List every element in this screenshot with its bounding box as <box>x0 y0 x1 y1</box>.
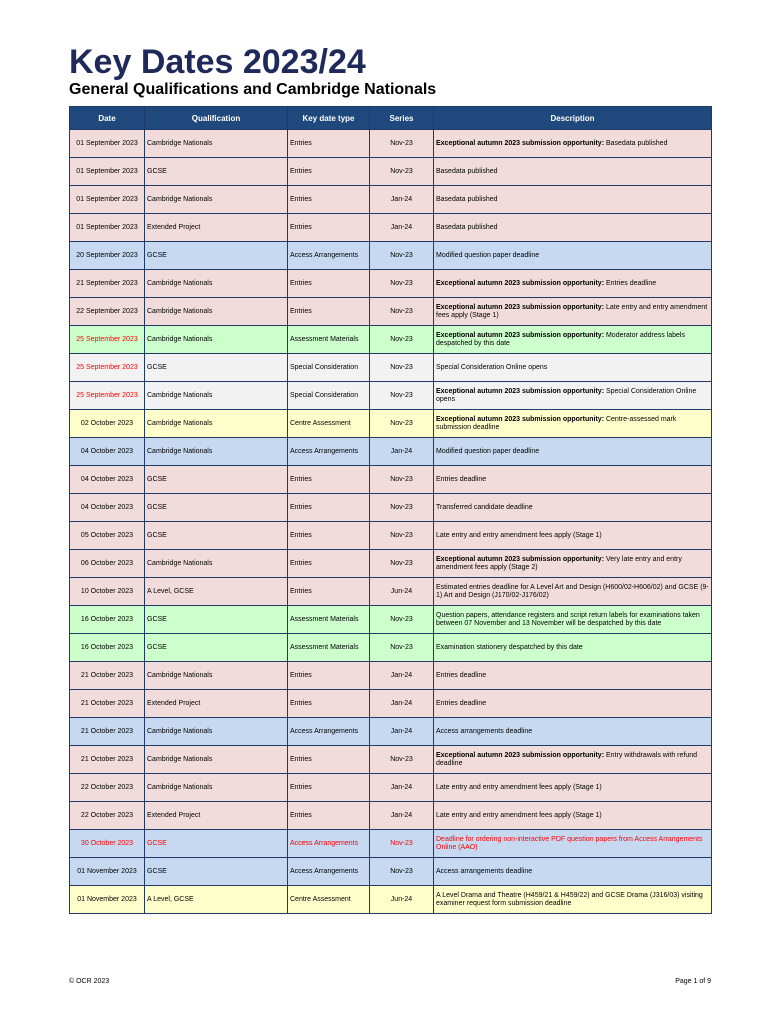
table-row <box>70 438 712 466</box>
description-text: Basedata published <box>436 167 498 175</box>
table-row <box>70 606 712 634</box>
description-cell <box>434 410 712 438</box>
description-text: Entry withdrawals with refund deadline <box>436 751 698 767</box>
table-row <box>70 158 712 186</box>
date-cell: 25 September 2023 <box>70 354 145 382</box>
series-cell: Jun-24 <box>370 578 434 606</box>
type-cell: Entries <box>288 578 370 606</box>
series-cell: Nov-23 <box>370 550 434 578</box>
description-text: Moderator address labels despatched by this date <box>436 331 685 347</box>
description-cell <box>434 746 712 774</box>
date-cell: 16 October 2023 <box>70 634 145 662</box>
series-cell: Nov-23 <box>370 298 434 326</box>
qualification-cell: Extended Project <box>145 214 288 242</box>
description-text: Late entry and entry amendment fees apply (Stage 1) <box>436 531 602 539</box>
date-cell: 01 September 2023 <box>70 186 145 214</box>
table-row <box>70 774 712 802</box>
date-cell: 01 November 2023 <box>70 858 145 886</box>
type-cell: Entries <box>288 270 370 298</box>
series-cell: Jan-24 <box>370 438 434 466</box>
qualification-cell: Cambridge Nationals <box>145 186 288 214</box>
qualification-cell: Extended Project <box>145 690 288 718</box>
description-cell <box>434 858 712 886</box>
qualification-cell: Cambridge Nationals <box>145 298 288 326</box>
qualification-cell: GCSE <box>145 158 288 186</box>
description-text: Estimated entries deadline for A Level Art and Design (H600/02-H606/02) and GCSE (9-1) Art and Design (J170/02-J176/02) <box>436 583 709 599</box>
description-text: A Level Drama and Theatre (H459/21 & H459/22) and GCSE Drama (J316/03) visiting examiner request form submission deadline <box>436 891 703 907</box>
table-row <box>70 466 712 494</box>
type-cell: Entries <box>288 802 370 830</box>
description-text: Transferred candidate deadline <box>436 503 533 511</box>
description-cell <box>434 438 712 466</box>
qualification-cell: Cambridge Nationals <box>145 662 288 690</box>
series-cell: Nov-23 <box>370 326 434 354</box>
description-cell <box>434 774 712 802</box>
table-row <box>70 662 712 690</box>
date-cell: 04 October 2023 <box>70 494 145 522</box>
qualification-cell: Extended Project <box>145 802 288 830</box>
date-cell: 25 September 2023 <box>70 382 145 410</box>
series-cell: Jan-24 <box>370 662 434 690</box>
table-row <box>70 354 712 382</box>
qualification-cell: GCSE <box>145 354 288 382</box>
qualification-cell: GCSE <box>145 466 288 494</box>
type-cell: Entries <box>288 774 370 802</box>
series-cell: Nov-23 <box>370 130 434 158</box>
type-cell: Centre Assessment <box>288 886 370 914</box>
description-cell <box>434 886 712 914</box>
table-row <box>70 578 712 606</box>
description-text: Special Consideration Online opens <box>436 387 697 403</box>
series-cell: Nov-23 <box>370 158 434 186</box>
description-bold: Exceptional autumn 2023 submission opportunity: <box>436 415 605 423</box>
series-cell: Nov-23 <box>370 746 434 774</box>
type-cell: Entries <box>288 130 370 158</box>
date-cell: 01 September 2023 <box>70 158 145 186</box>
description-text: Modified question paper deadline <box>436 251 540 259</box>
table-row <box>70 130 712 158</box>
type-cell: Centre Assessment <box>288 410 370 438</box>
series-cell: Nov-23 <box>370 522 434 550</box>
description-text: Late entry and entry amendment fees apply (Stage 1) <box>436 783 602 791</box>
page-title: Key Dates 2023/24 <box>69 43 366 81</box>
date-cell: 04 October 2023 <box>70 466 145 494</box>
description-bold: Exceptional autumn 2023 submission opportunity: <box>436 387 605 395</box>
description-cell <box>434 158 712 186</box>
type-cell: Entries <box>288 186 370 214</box>
description-cell <box>434 270 712 298</box>
table-row <box>70 270 712 298</box>
description-text: Centre-assessed mark submission deadline <box>436 415 677 431</box>
qualification-cell: Cambridge Nationals <box>145 746 288 774</box>
table-row <box>70 410 712 438</box>
date-cell: 01 November 2023 <box>70 886 145 914</box>
series-cell: Jun-24 <box>370 886 434 914</box>
series-cell: Jan-24 <box>370 214 434 242</box>
description-bold: Exceptional autumn 2023 submission opportunity: <box>436 751 605 759</box>
description-text: Access arrangements deadline <box>436 727 533 735</box>
description-cell <box>434 130 712 158</box>
table-row <box>70 326 712 354</box>
series-cell: Jan-24 <box>370 774 434 802</box>
column-header-description: Description <box>434 107 712 130</box>
qualification-cell: Cambridge Nationals <box>145 382 288 410</box>
description-text: Late entry and entry amendment fees apply (Stage 1) <box>436 811 602 819</box>
qualification-cell: GCSE <box>145 830 288 858</box>
table-row <box>70 830 712 858</box>
description-text: Basedata published <box>436 195 498 203</box>
description-text: Entries deadline <box>436 475 487 483</box>
date-cell: 16 October 2023 <box>70 606 145 634</box>
type-cell: Special Consideration <box>288 382 370 410</box>
table-row <box>70 382 712 410</box>
table-row <box>70 634 712 662</box>
description-text: Entries deadline <box>436 699 487 707</box>
description-bold: Exceptional autumn 2023 submission opportunity: <box>436 331 605 339</box>
table-row <box>70 522 712 550</box>
qualification-cell: Cambridge Nationals <box>145 326 288 354</box>
description-text: Access arrangements deadline <box>436 867 533 875</box>
column-header-key-date-type: Key date type <box>288 107 370 130</box>
description-cell <box>434 690 712 718</box>
copyright-notice: © OCR 2023 <box>69 978 110 985</box>
series-cell: Nov-23 <box>370 494 434 522</box>
description-text: Special Consideration Online opens <box>436 363 548 371</box>
table-row <box>70 242 712 270</box>
table-row <box>70 298 712 326</box>
qualification-cell: Cambridge Nationals <box>145 550 288 578</box>
qualification-cell: GCSE <box>145 858 288 886</box>
description-cell <box>434 466 712 494</box>
type-cell: Entries <box>288 522 370 550</box>
description-text: Examination stationery despatched by this date <box>436 643 583 651</box>
description-cell <box>434 186 712 214</box>
series-cell: Nov-23 <box>370 410 434 438</box>
date-cell: 05 October 2023 <box>70 522 145 550</box>
qualification-cell: GCSE <box>145 522 288 550</box>
date-cell: 01 September 2023 <box>70 214 145 242</box>
table-row <box>70 718 712 746</box>
description-text: Deadline for ordering non-interactive PDF question papers from Access Arrangements Online (AAO) <box>436 835 703 851</box>
description-cell <box>434 382 712 410</box>
qualification-cell: GCSE <box>145 242 288 270</box>
qualification-cell: Cambridge Nationals <box>145 410 288 438</box>
description-cell <box>434 662 712 690</box>
series-cell: Nov-23 <box>370 270 434 298</box>
date-cell: 04 October 2023 <box>70 438 145 466</box>
table-row <box>70 746 712 774</box>
column-header-series: Series <box>370 107 434 130</box>
type-cell: Access Arrangements <box>288 718 370 746</box>
type-cell: Entries <box>288 690 370 718</box>
type-cell: Entries <box>288 466 370 494</box>
description-text: Basedata published <box>436 223 498 231</box>
date-cell: 21 October 2023 <box>70 662 145 690</box>
series-cell: Nov-23 <box>370 634 434 662</box>
qualification-cell: A Level, GCSE <box>145 886 288 914</box>
series-cell: Nov-23 <box>370 830 434 858</box>
table-row <box>70 550 712 578</box>
qualification-cell: Cambridge Nationals <box>145 130 288 158</box>
series-cell: Nov-23 <box>370 242 434 270</box>
type-cell: Access Arrangements <box>288 438 370 466</box>
qualification-cell: Cambridge Nationals <box>145 774 288 802</box>
table-row <box>70 886 712 914</box>
series-cell: Nov-23 <box>370 466 434 494</box>
description-cell <box>434 718 712 746</box>
series-cell: Nov-23 <box>370 354 434 382</box>
table-row <box>70 214 712 242</box>
date-cell: 21 September 2023 <box>70 270 145 298</box>
date-cell: 22 October 2023 <box>70 774 145 802</box>
description-cell <box>434 578 712 606</box>
series-cell: Jan-24 <box>370 186 434 214</box>
date-cell: 21 October 2023 <box>70 746 145 774</box>
type-cell: Assessment Materials <box>288 326 370 354</box>
description-cell <box>434 634 712 662</box>
date-cell: 01 September 2023 <box>70 130 145 158</box>
description-cell <box>434 606 712 634</box>
table-row <box>70 802 712 830</box>
description-text: Entries deadline <box>604 279 657 287</box>
description-cell <box>434 830 712 858</box>
type-cell: Special Consideration <box>288 354 370 382</box>
description-bold: Exceptional autumn 2023 submission opportunity: <box>436 139 605 147</box>
description-cell <box>434 298 712 326</box>
table-row <box>70 690 712 718</box>
date-cell: 06 October 2023 <box>70 550 145 578</box>
page-number: Page 1 of 9 <box>675 978 711 985</box>
table-row <box>70 186 712 214</box>
date-cell: 20 September 2023 <box>70 242 145 270</box>
date-cell: 21 October 2023 <box>70 718 145 746</box>
table-row <box>70 858 712 886</box>
date-cell: 02 October 2023 <box>70 410 145 438</box>
description-bold: Exceptional autumn 2023 submission opportunity: <box>436 279 605 287</box>
type-cell: Entries <box>288 550 370 578</box>
series-cell: Nov-23 <box>370 606 434 634</box>
type-cell: Assessment Materials <box>288 606 370 634</box>
date-cell: 21 October 2023 <box>70 690 145 718</box>
description-cell <box>434 214 712 242</box>
description-text: Modified question paper deadline <box>436 447 540 455</box>
description-cell <box>434 326 712 354</box>
date-cell: 10 October 2023 <box>70 578 145 606</box>
description-text: Entries deadline <box>436 671 487 679</box>
date-cell: 22 September 2023 <box>70 298 145 326</box>
description-cell <box>434 550 712 578</box>
series-cell: Nov-23 <box>370 382 434 410</box>
key-dates-table <box>69 106 712 914</box>
description-text: Very late entry and entry amendment fees apply (Stage 2) <box>436 555 682 571</box>
description-bold: Exceptional autumn 2023 submission opportunity: <box>436 555 605 563</box>
type-cell: Access Arrangements <box>288 830 370 858</box>
column-header-qualification: Qualification <box>145 107 288 130</box>
type-cell: Access Arrangements <box>288 242 370 270</box>
type-cell: Entries <box>288 746 370 774</box>
type-cell: Access Arrangements <box>288 858 370 886</box>
description-text: Question papers, attendance registers and script return labels for examinations taken between 07 November and 13 November will be despatched by this date <box>436 611 700 627</box>
qualification-cell: Cambridge Nationals <box>145 438 288 466</box>
type-cell: Entries <box>288 158 370 186</box>
type-cell: Entries <box>288 298 370 326</box>
series-cell: Jan-24 <box>370 718 434 746</box>
description-cell <box>434 802 712 830</box>
qualification-cell: A Level, GCSE <box>145 578 288 606</box>
type-cell: Assessment Materials <box>288 634 370 662</box>
description-cell <box>434 242 712 270</box>
series-cell: Nov-23 <box>370 858 434 886</box>
column-header-date: Date <box>70 107 145 130</box>
type-cell: Entries <box>288 494 370 522</box>
description-cell <box>434 522 712 550</box>
type-cell: Entries <box>288 214 370 242</box>
description-text: Basedata published <box>604 139 668 147</box>
qualification-cell: GCSE <box>145 494 288 522</box>
date-cell: 30 October 2023 <box>70 830 145 858</box>
page-subtitle: General Qualifications and Cambridge Nationals <box>69 81 437 98</box>
qualification-cell: Cambridge Nationals <box>145 270 288 298</box>
description-cell <box>434 354 712 382</box>
type-cell: Entries <box>288 662 370 690</box>
date-cell: 25 September 2023 <box>70 326 145 354</box>
description-bold: Exceptional autumn 2023 submission opportunity: <box>436 303 605 311</box>
qualification-cell: GCSE <box>145 634 288 662</box>
description-text: Late entry and entry amendment fees apply (Stage 1) <box>436 303 708 319</box>
description-cell <box>434 494 712 522</box>
series-cell: Jan-24 <box>370 802 434 830</box>
table-header-row <box>70 107 712 130</box>
qualification-cell: Cambridge Nationals <box>145 718 288 746</box>
series-cell: Jan-24 <box>370 690 434 718</box>
table-row <box>70 494 712 522</box>
qualification-cell: GCSE <box>145 606 288 634</box>
date-cell: 22 October 2023 <box>70 802 145 830</box>
